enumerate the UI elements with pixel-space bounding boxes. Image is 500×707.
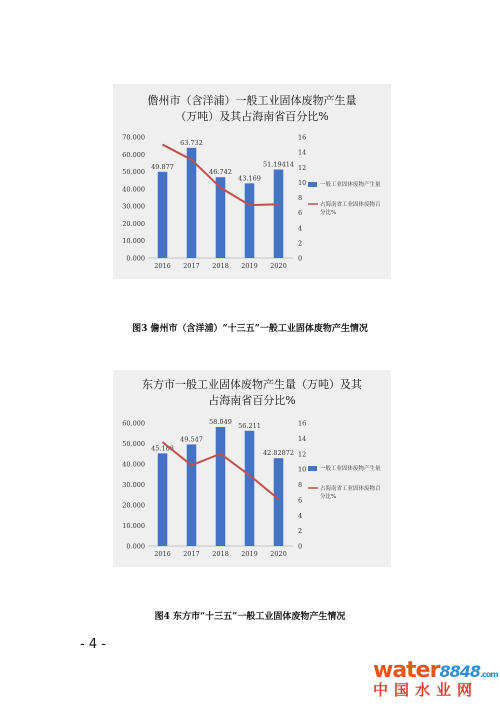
bar bbox=[187, 444, 197, 546]
x-tick-label: 2020 bbox=[270, 262, 287, 270]
x-tick-label: 2018 bbox=[212, 262, 229, 270]
chart-1 bbox=[113, 84, 391, 279]
chart-2-svg bbox=[113, 370, 391, 567]
right-axis-tick-label: 14 bbox=[298, 434, 307, 443]
bar-data-label: 63.732 bbox=[180, 138, 203, 147]
x-tick-label: 2017 bbox=[183, 262, 200, 270]
x-tick-label: 2016 bbox=[154, 262, 171, 270]
bar bbox=[274, 170, 284, 258]
right-axis-tick-label: 14 bbox=[298, 148, 307, 157]
bar-data-label: 51.19414 bbox=[262, 160, 295, 169]
bar-data-label: 49.877 bbox=[151, 162, 174, 171]
chart-1-svg bbox=[113, 84, 391, 279]
right-axis-tick-label: 2 bbox=[298, 527, 303, 536]
bar-data-label: 42.82872 bbox=[262, 449, 295, 458]
chart-2-title-line: 东方市一般工业固体废物产生量（万吨）及其 bbox=[142, 378, 362, 391]
bar bbox=[274, 458, 284, 546]
chart-2 bbox=[113, 370, 391, 567]
bar-data-label: 49.547 bbox=[180, 435, 203, 444]
right-axis-tick-label: 8 bbox=[298, 194, 303, 202]
right-axis-tick-label: 16 bbox=[298, 133, 307, 142]
legend-line-label: 占海南省工业固体废物百 bbox=[320, 202, 381, 208]
right-axis-tick-label: 10 bbox=[298, 178, 307, 187]
right-axis-tick-label: 12 bbox=[298, 450, 307, 459]
left-axis-tick-label: 70.000 bbox=[122, 133, 145, 142]
chart-1-title-line: （万吨）及其占海南省百分比% bbox=[175, 110, 329, 123]
legend-bar-swatch bbox=[308, 182, 317, 187]
bar-data-label: 45.188 bbox=[151, 444, 174, 453]
left-axis-tick-label: 0.000 bbox=[126, 542, 145, 551]
left-axis-tick-label: 50.000 bbox=[122, 440, 145, 448]
x-tick-label: 2018 bbox=[212, 550, 229, 558]
figure-3-caption: 图3 儋州市（含洋浦）“十三五”一般工业固体废物产生情况 bbox=[132, 324, 368, 334]
left-axis-tick-label: 20.000 bbox=[122, 219, 145, 228]
bar bbox=[158, 172, 168, 258]
figure-4-caption: 图4 东方市“十三五”一般工业固体废物产生情况 bbox=[154, 612, 346, 622]
left-axis-tick-label: 50.000 bbox=[122, 168, 145, 177]
right-axis-tick-label: 6 bbox=[298, 496, 303, 505]
left-axis-tick-label: 20.000 bbox=[122, 501, 145, 510]
bar bbox=[245, 431, 255, 546]
x-tick-label: 2017 bbox=[183, 550, 200, 558]
left-axis-tick-label: 60.000 bbox=[122, 419, 145, 428]
left-axis-tick-label: 30.000 bbox=[122, 202, 145, 211]
right-axis-tick-label: 10 bbox=[298, 465, 307, 474]
right-axis-tick-label: 12 bbox=[298, 163, 307, 172]
left-axis-tick-label: 40.000 bbox=[122, 185, 145, 194]
bar bbox=[216, 427, 226, 546]
left-axis-tick-label: 60.000 bbox=[122, 150, 145, 159]
x-tick-label: 2019 bbox=[241, 550, 258, 558]
legend-bar-label: 一般工业固体废物产生量 bbox=[320, 182, 381, 188]
x-tick-label: 2020 bbox=[270, 550, 287, 558]
left-axis-tick-label: 10.000 bbox=[122, 522, 145, 530]
watermark-logo: water8848.com 中国水业网 bbox=[373, 658, 498, 699]
x-tick-label: 2019 bbox=[241, 262, 258, 270]
bar-data-label: 56.211 bbox=[238, 421, 261, 430]
bar bbox=[245, 183, 255, 258]
chart-1-title-line: 儋州市（含洋浦）一般工业固体废物产生量 bbox=[147, 94, 357, 107]
legend-line-label: 占海南省工业固体废物百 bbox=[320, 486, 381, 492]
right-axis-tick-label: 4 bbox=[298, 511, 303, 520]
left-axis-tick-label: 30.000 bbox=[122, 481, 145, 489]
left-axis-tick-label: 0.000 bbox=[126, 254, 145, 263]
left-axis-tick-label: 10.000 bbox=[122, 237, 145, 246]
bar-data-label: 46.742 bbox=[209, 168, 232, 177]
bar-data-label: 43.169 bbox=[238, 174, 261, 183]
left-axis-tick-label: 40.000 bbox=[122, 460, 145, 469]
bar bbox=[158, 453, 168, 546]
right-axis-tick-label: 0 bbox=[298, 542, 303, 551]
chart-2-title-line: 占海南省百分比% bbox=[208, 394, 296, 407]
page-number: - 4 - bbox=[80, 637, 106, 652]
legend-line-label: 分比% bbox=[320, 494, 337, 500]
right-axis-tick-label: 16 bbox=[298, 419, 307, 428]
bar bbox=[187, 148, 197, 258]
right-axis-tick-label: 4 bbox=[298, 224, 303, 233]
right-axis-tick-label: 8 bbox=[298, 481, 303, 489]
legend-bar-label: 一般工业固体废物产生量 bbox=[320, 466, 381, 472]
right-axis-tick-label: 6 bbox=[298, 209, 303, 218]
right-axis-tick-label: 0 bbox=[298, 254, 303, 263]
legend-line-label: 分比% bbox=[320, 210, 337, 216]
x-tick-label: 2016 bbox=[154, 550, 171, 558]
bar-data-label: 58.049 bbox=[209, 417, 232, 426]
legend-bar-swatch bbox=[308, 466, 317, 471]
right-axis-tick-label: 2 bbox=[298, 239, 303, 248]
